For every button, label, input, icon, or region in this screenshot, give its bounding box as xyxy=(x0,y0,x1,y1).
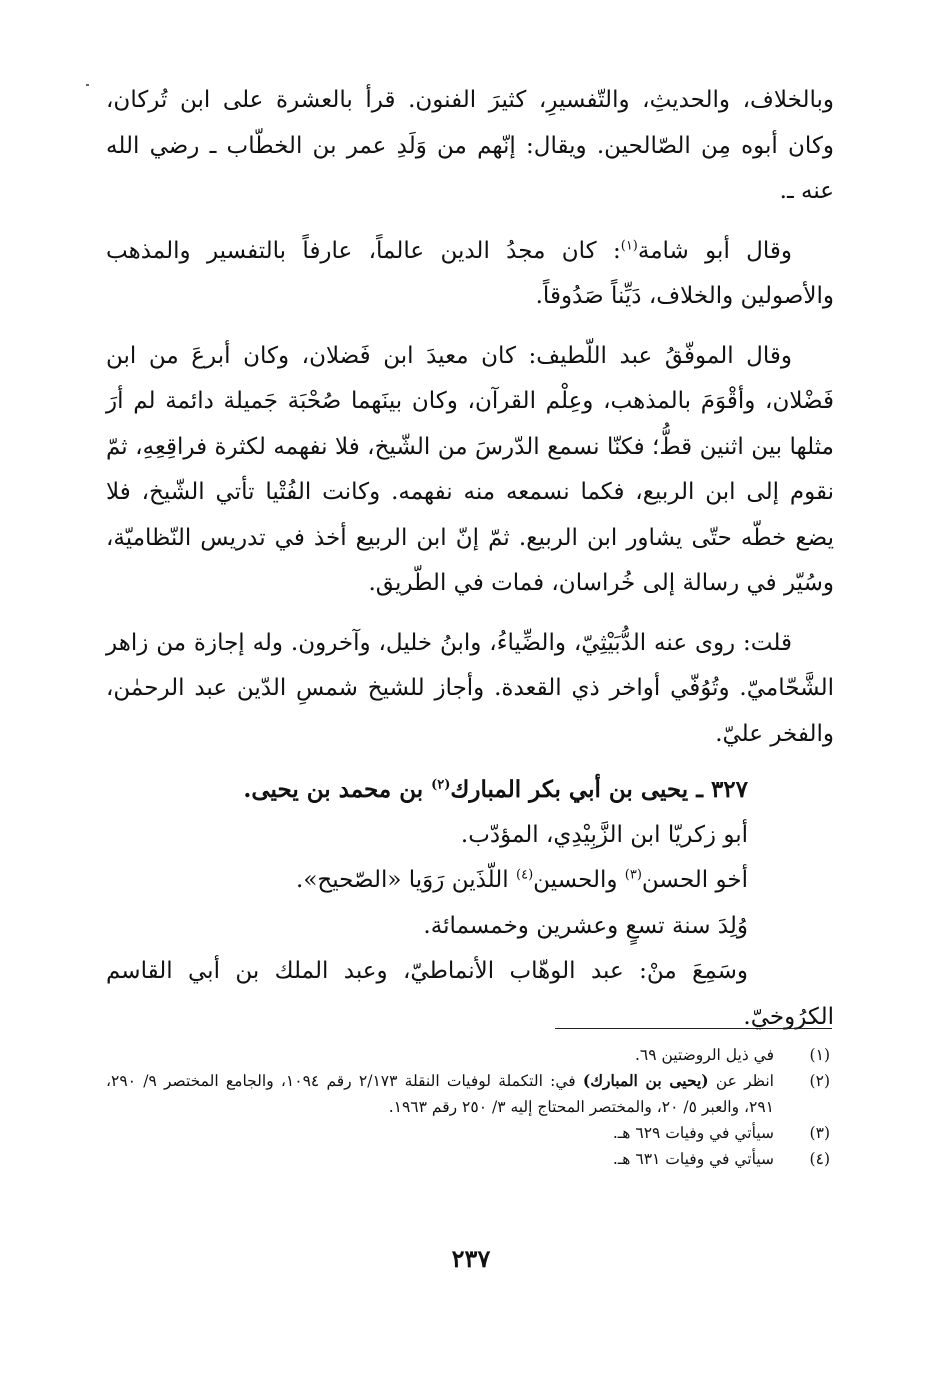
footnote-item xyxy=(106,1146,834,1172)
entry-brothers-text-c: اللّذَين رَوَيا «الصّحيح». xyxy=(296,867,516,893)
footnote-text-a: انظر عن xyxy=(708,1072,774,1090)
footnotes-section xyxy=(106,1042,834,1172)
paragraph-2 xyxy=(106,229,834,320)
entry-title-text-b: بن محمد بن يحيى. xyxy=(243,776,432,803)
footnote-text xyxy=(106,1068,774,1120)
footnote-ref-3[interactable]: (٣) xyxy=(624,867,642,883)
footnote-text xyxy=(106,1042,774,1068)
footnote-separator xyxy=(555,1028,832,1029)
footnote-item xyxy=(106,1068,834,1120)
footnote-bold-name: (يحيى بن المبارك) xyxy=(582,1071,709,1090)
paragraph-3 xyxy=(106,334,834,607)
entry-brothers-line xyxy=(106,858,834,904)
footnote-number: (١) xyxy=(809,1046,830,1064)
footnote-number: (٢) xyxy=(809,1072,830,1090)
footnote-text-b: في: التكملة لوفيات النقلة ٢/١٧٣ رقم ١٠٩٤، والجامع المختصر ٩/ ٢٩٠، ٢٩١، والعبر ٥/ ٢٠، والمختصر المحتاج إليه ٣/ ٢٥٠ رقم ١٩٦٣. xyxy=(106,1072,774,1116)
paragraph-4 xyxy=(106,621,834,758)
footnote-number: (٣) xyxy=(809,1124,830,1142)
footnote-ref-4[interactable]: (٤) xyxy=(516,867,534,883)
biography-entry-title xyxy=(106,767,834,813)
paragraph-1 xyxy=(106,78,834,215)
entry-birth-line xyxy=(106,904,834,950)
entry-birth-text: وُلِدَ سنة تسعٍ وعشرين وخمسمائة. xyxy=(423,912,748,939)
footnote-text xyxy=(106,1120,774,1146)
paragraph-4-text: قلت: روى عنه الدُّبَيْثِيّ، والضِّياءُ، وابنُ خليل، وآخرون. وله إجازة من زاهر الشَّحّاميّ. وتُوُفّي أواخر ذي القعدة. وأجاز للشيخ شمسِ الدّين عبد الرحمٰن، والفخر عليّ. xyxy=(106,629,834,747)
footnote-item xyxy=(106,1120,834,1146)
paragraph-2-text-a: وقال أبو شامة xyxy=(637,237,793,264)
entry-kunya-line xyxy=(106,813,834,859)
paragraph-2-text-b: : كان مجدُ الدين عالماً، عارفاً بالتفسير والمذهب والأصولين والخلاف، دَيِّناً صَدُوقاً. xyxy=(106,237,834,309)
stray-ink-mark xyxy=(86,84,89,86)
entry-title-text-a: ٣٢٧ ـ يحيى بن أبي بكر المبارك xyxy=(450,776,748,803)
paragraph-1-text: وبالخلاف، والحديثِ، والتّفسيرِ، كثيرَ الفنون. قرأ بالعشرة على ابن تُركان، وكان أبوه مِن الصّالحين. ويقال: إنّهم من وَلَدِ عمر بن الخطّاب ـ رضي الله عنه ـ. xyxy=(106,87,834,204)
entry-teachers-text: وسَمِعَ منْ: عبد الوهّاب الأنماطيّ، وعبد الملك بن أبي القاسم الكرُوخيّ. xyxy=(106,958,834,1030)
footnote-text-a: في ذيل الروضتين ٦٩. xyxy=(634,1046,774,1064)
paragraph-3-text: وقال الموفّقُ عبد اللّطيف: كان معيدَ ابن فَضلان، وكان أبرعَ من ابن فَضْلان، وأقْوَمَ بالمذهب، وعِلْم القرآن، وكان بينَهما صُحْبَة جَميلة دائمة لم أرَ مثلها بين اثنين قطُّ؛ فكنّا نسمع الدّرسَ من الشّيخ، فلا نفهمه لكثرة فراقِعِهِ، ثمّ نقوم إلى ابن الربيع، فكما نسمعه منه نفهمه. وكانت الفُتْيا تأتي الشّيخ، فلا يضع خطّه حتّى يشاور ابن الربيع. ثمّ إنّ ابن الربيع أخذ في تدريس النّظاميّة، وسُيّر في رسالة إلى خُراسان، فمات في الطّريق. xyxy=(106,342,834,596)
page-number: ٢٣٧ xyxy=(451,1244,491,1273)
footnote-ref-1[interactable]: (١) xyxy=(620,237,638,253)
footnote-text-a: سيأتي في وفيات ٦٢٩ هـ. xyxy=(612,1124,774,1142)
entry-teachers-line xyxy=(106,949,834,1040)
footnote-item xyxy=(106,1042,834,1068)
entry-brothers-text-a: أخو الحسن xyxy=(641,867,748,893)
footnote-text-a: سيأتي في وفيات ٦٣١ هـ. xyxy=(612,1150,774,1168)
entry-brothers-text-b: والحسين xyxy=(533,867,625,893)
entry-kunya-text: أبو زكريّا ابن الزَّبِيْدِي، المؤدّب. xyxy=(460,821,748,848)
footnote-text xyxy=(106,1146,774,1172)
footnote-number: (٤) xyxy=(809,1150,830,1168)
footnote-ref-2[interactable]: (٢) xyxy=(431,777,451,793)
